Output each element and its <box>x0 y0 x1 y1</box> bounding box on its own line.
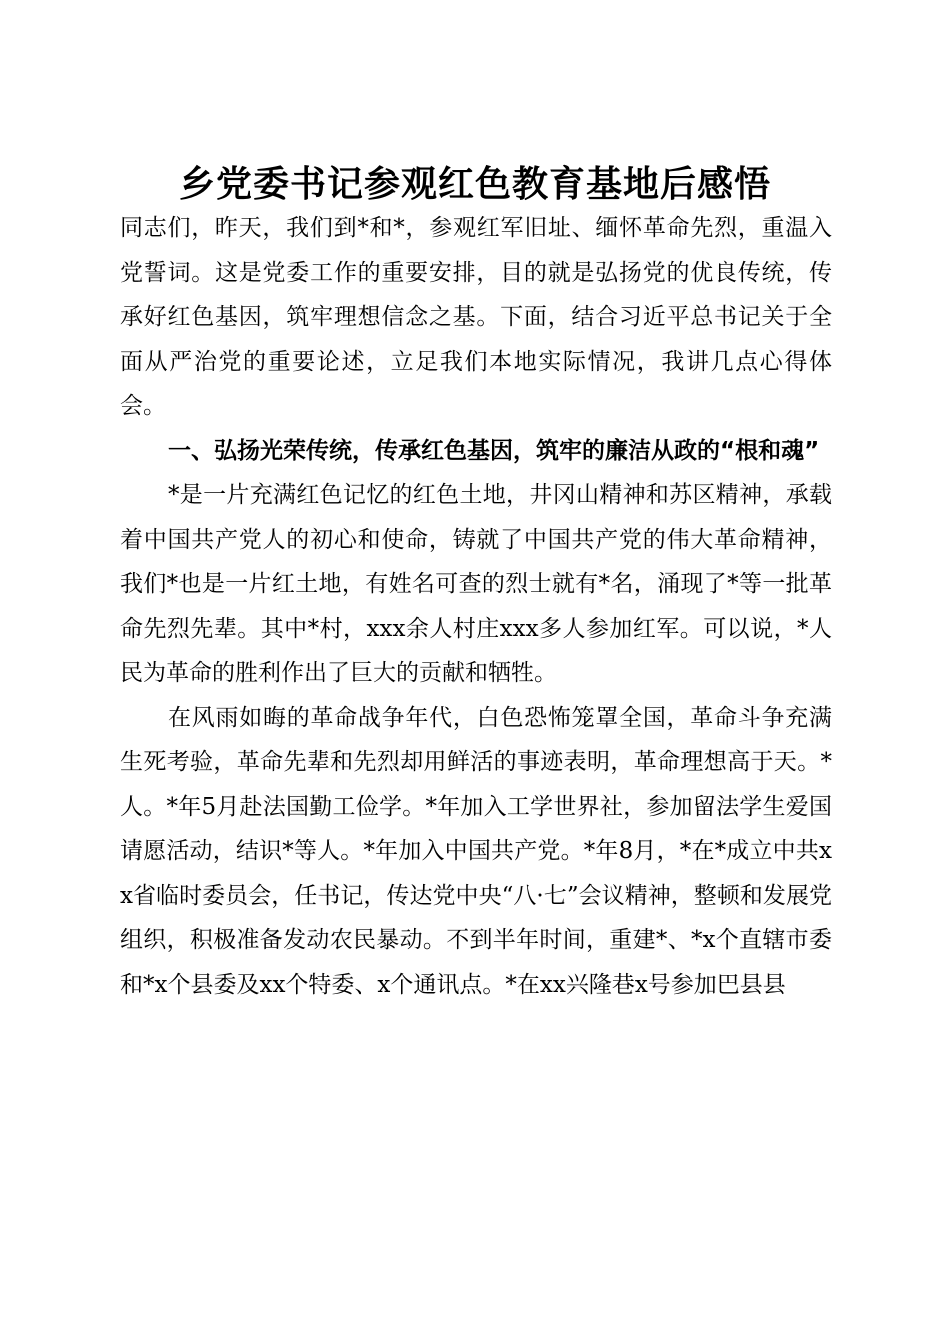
document-body <box>120 206 832 1007</box>
body-paragraph-2: 在风雨如晦的革命战争年代，白色恐怖笼罩全国，革命斗争充满生死考验，革命先辈和先烈却用鲜活的事迹表明，革命理想高于天。*人。*年5月赴法国勤工俭学。*年加入工学世界社，参加留法学生爱国请愿活动，结识*等人。*年加入中国共产党。*年8月，*在*成立中共xx省临时委员会，任书记，传达党中央“八·七”会议精神，整顿和发展党组织，积极准备发动农民暴动。不到半年时间，重建*、*x个直辖市委和*x个县委及xx个特委、x个通讯点。*在xx兴隆巷x号参加巴县县 <box>120 704 832 998</box>
intro-paragraph: 同志们，昨天，我们到*和*，参观红军旧址、缅怀革命先烈，重温入党誓词。这是党委工作的重要安排，目的就是弘扬党的优良传统，传承好红色基因，筑牢理想信念之基。下面，结合习近平总书记关于全面从严治党的重要论述，立足我们本地实际情况，我讲几点心得体会。 <box>120 215 832 419</box>
body-paragraph-1: *是一片充满红色记忆的红色土地，井冈山精神和苏区精神，承载着中国共产党人的初心和使命，铸就了中国共产党的伟大革命精神，我们*也是一片红土地，有姓名可查的烈士就有*名，涌现了*等一批革命先烈先辈。其中*村，xxx余人村庄xxx多人参加红军。可以说，*人民为革命的胜利作出了巨大的贡献和牺牲。 <box>120 482 832 686</box>
document-title: 乡党委书记参观红色教育基地后感悟 <box>178 163 771 206</box>
section-heading-1: 一、弘扬光荣传统，传承红色基因，筑牢的廉洁从政的“根和魂” <box>168 437 820 464</box>
